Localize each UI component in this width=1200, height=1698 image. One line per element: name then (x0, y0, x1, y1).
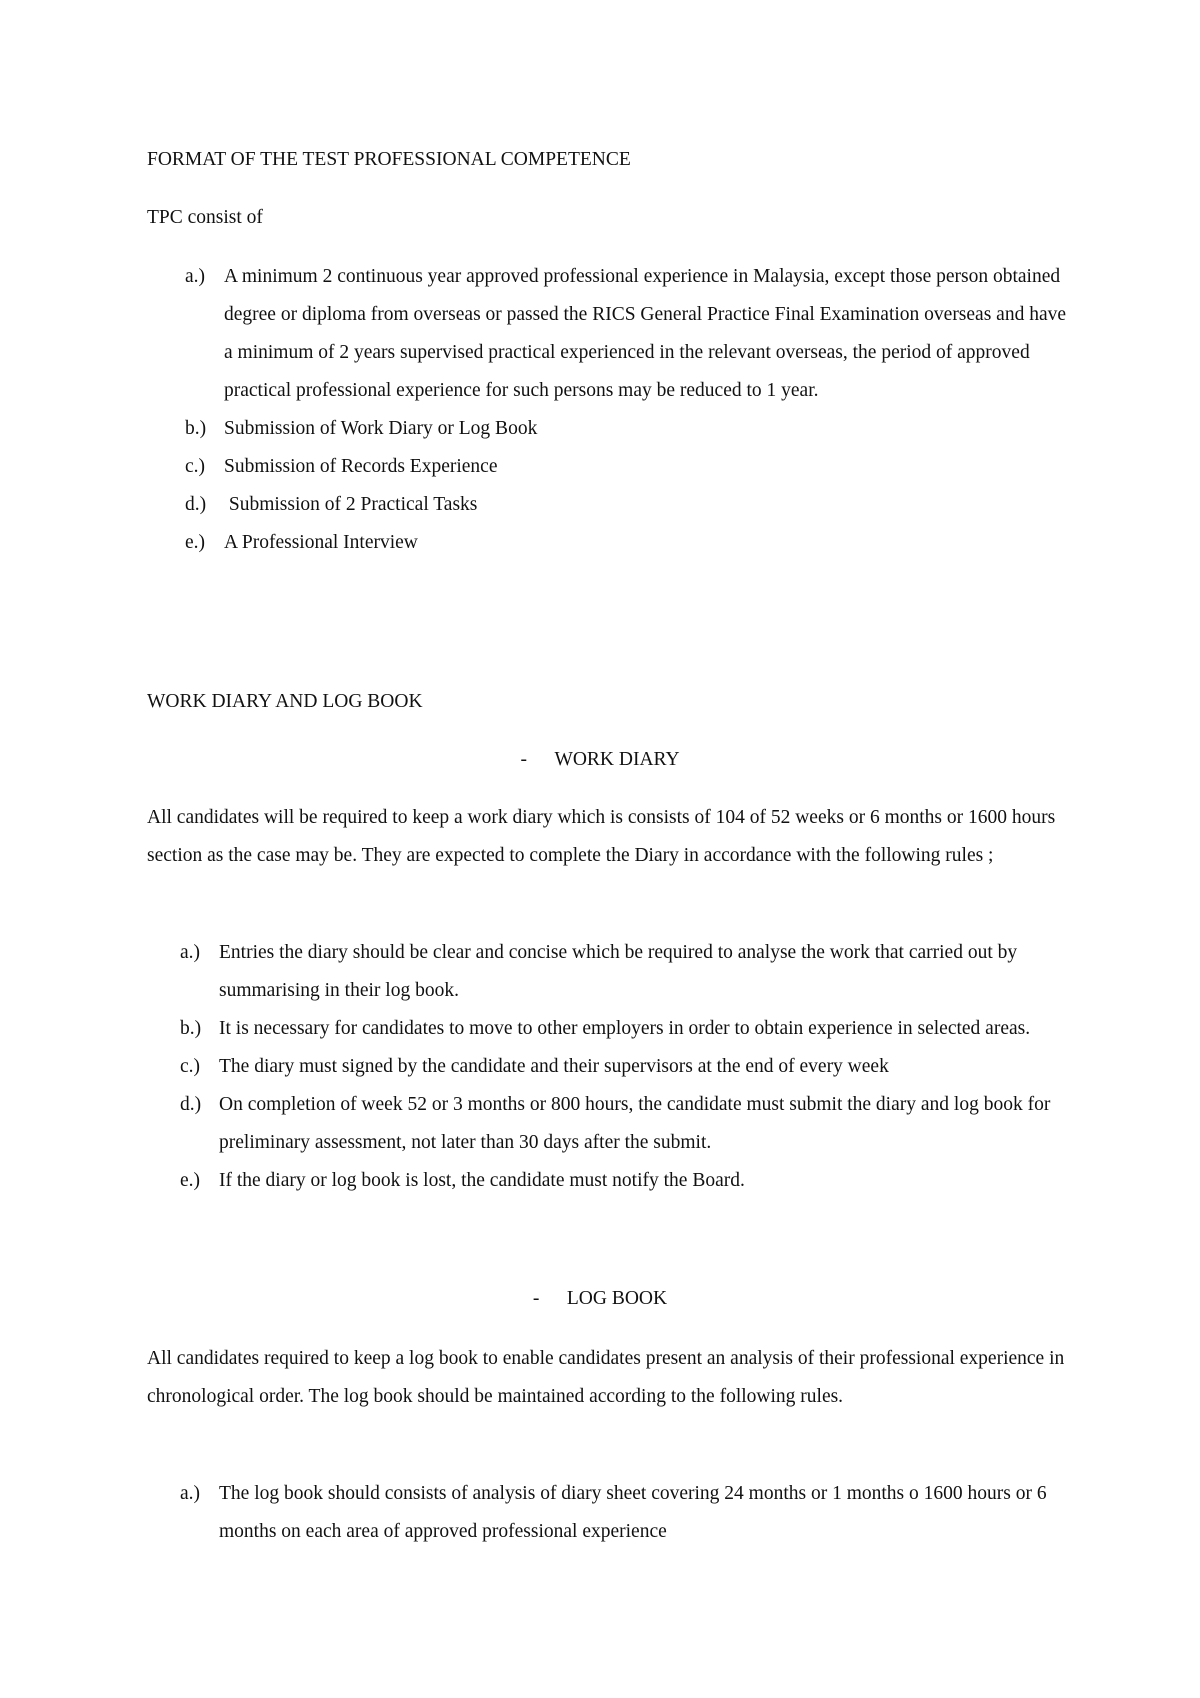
list-item-text: It is necessary for candidates to move to other employers in order to obtain experience in selected areas. (219, 1018, 1031, 1039)
work-diary-paragraph: All candidates will be required to keep a work diary which is consists of 104 of 52 weeks or 6 months or 1600 hours section as the case may be. They are expected to complete the Diary in accordance with the following rules ; (147, 807, 1056, 866)
list-marker: e.) (180, 1170, 201, 1191)
list-item-text: On completion of week 52 or 3 months or 800 hours, the candidate must submit the diary and log book for preliminary assessment, not later than 30 days after the submit. (219, 1094, 1051, 1153)
list-marker: a.) (180, 1483, 201, 1504)
section-title-format: FORMAT OF THE TEST PROFESSIONAL COMPETENCE (147, 149, 631, 170)
dash-marker: - (520, 749, 527, 770)
list-marker: d.) (180, 1094, 202, 1115)
list-item-text: A minimum 2 continuous year approved professional experience in Malaysia, except those person obtained degree or diploma from overseas or passed the RICS General Practice Final Examination overseas and have a minimum of 2 years supervised practical experienced in the relevant overseas, the period of approved practical professional experience for such persons may be reduced to 1 year. (224, 266, 1067, 401)
list-item-text: Entries the diary should be clear and concise which be required to analyse the work that carried out by summarising in their log book. (219, 942, 1018, 1001)
list-marker: d.) (185, 494, 207, 515)
work-diary-rules-list (180, 934, 1074, 1200)
subheading-text: WORK DIARY (554, 749, 680, 770)
list-marker: b.) (180, 1018, 202, 1039)
list-item (185, 448, 1069, 486)
list-item (180, 1475, 1064, 1551)
list-item-text: The log book should consists of analysis of diary sheet covering 24 months or 1 months o 1600 hours or 6 months on each area of approved professional experience (219, 1483, 1047, 1542)
list-marker: c.) (185, 456, 206, 477)
list-item-text: Submission of Work Diary or Log Book (224, 418, 538, 439)
list-marker: c.) (180, 1056, 201, 1077)
list-item (185, 258, 1069, 410)
list-item (180, 1010, 1074, 1048)
log-book-paragraph: All candidates required to keep a log book to enable candidates present an analysis of their professional experience in chronological order. The log book should be maintained according to the following rules. (147, 1348, 1065, 1407)
list-item (185, 486, 1069, 524)
section-title-work-diary-log-book: WORK DIARY AND LOG BOOK (147, 691, 423, 712)
list-item (180, 1086, 1074, 1162)
list-item (185, 410, 1069, 448)
list-item (180, 934, 1074, 1010)
list-item-text: Submission of 2 Practical Tasks (224, 494, 478, 515)
tpc-list (185, 258, 1069, 562)
list-marker: a.) (185, 266, 206, 287)
list-marker: a.) (180, 942, 201, 963)
subheading-text: LOG BOOK (566, 1288, 668, 1309)
list-item-text: A Professional Interview (224, 532, 418, 553)
list-item (180, 1048, 1074, 1086)
list-item-text: Submission of Records Experience (224, 456, 498, 477)
log-book-rules-list (180, 1475, 1064, 1551)
list-marker: e.) (185, 532, 206, 553)
list-marker: b.) (185, 418, 207, 439)
list-item-text: If the diary or log book is lost, the candidate must notify the Board. (219, 1170, 745, 1191)
list-item (180, 1162, 1074, 1200)
list-item-text: The diary must signed by the candidate and their supervisors at the end of every week (219, 1056, 889, 1077)
subheading-work-diary (0, 741, 1200, 779)
subheading-log-book (0, 1280, 1200, 1318)
dash-marker: - (532, 1288, 540, 1309)
list-item (185, 524, 1069, 562)
intro-tpc: TPC consist of (147, 207, 263, 228)
